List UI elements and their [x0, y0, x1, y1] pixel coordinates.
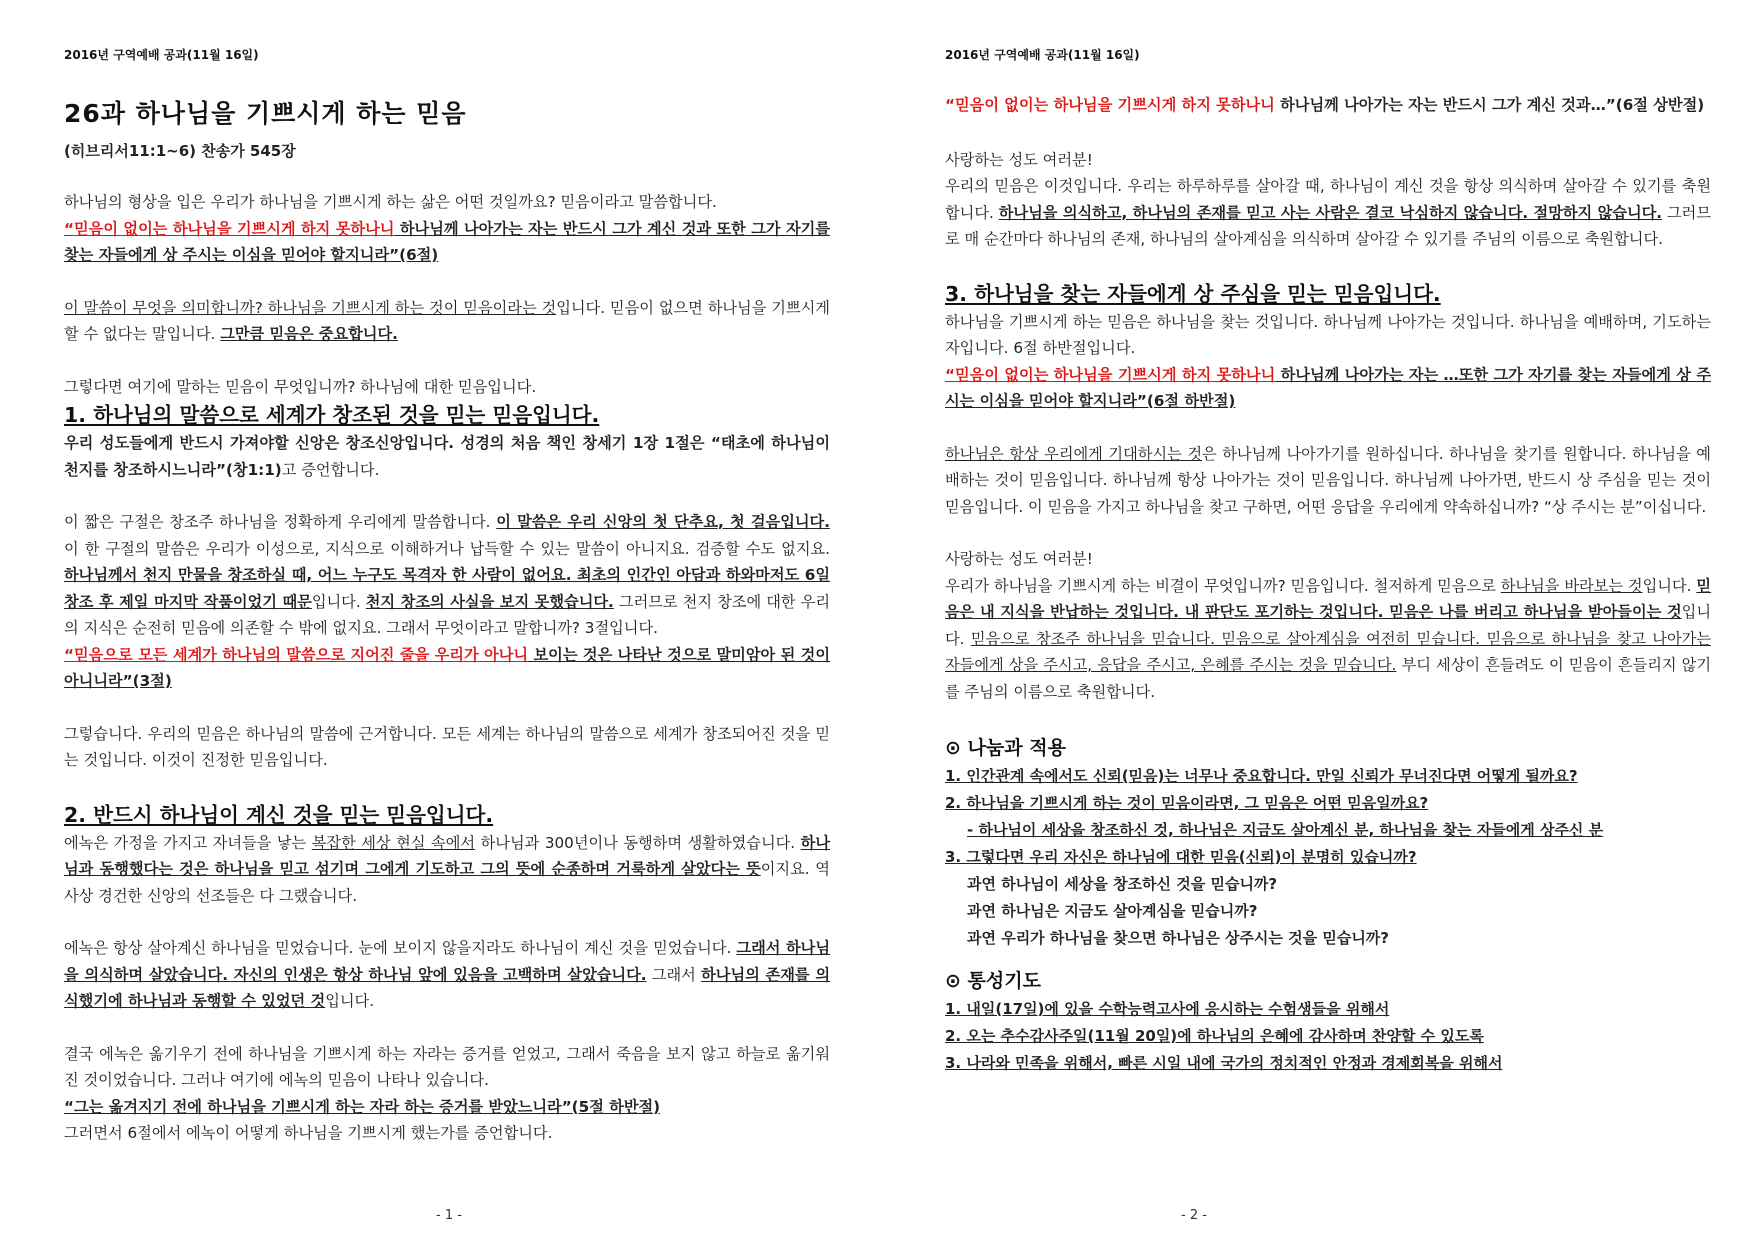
sharing-list [945, 763, 1711, 952]
enoch-paragraph-4: 그러면서 6절에서 에녹이 어떻게 하나님을 기쁘시게 했는가를 증언합니다. [64, 1124, 553, 1142]
verse-6: “믿음이 없이는 하나님을 기쁘시게 하지 못하나니 하나님께 나아가는 자는 반드시 그가 계신 것과 또한 그가 자기를 찾는 자들에게 상 주시는 이심을 믿어야 할지니라”(6절) [64, 219, 830, 264]
prayer-item: 2. 오는 추수감사주일(11월 20일)에 하나님의 은혜에 감사하며 찬양할 수 있도록 [945, 1027, 1484, 1045]
section-3-heading: 3. 하나님을 찾는 자들에게 상 주심을 믿는 믿음입니다. [945, 281, 1441, 306]
question-paragraph: 그렇다면 여기에 말하는 믿음이 무엇입니까? 하나님에 대한 믿음입니다. [64, 377, 537, 396]
prayer-item: 3. 나라와 민족을 위해서, 빠른 시일 내에 국가의 정치적인 안정과 경제회복을 위해서 [945, 1054, 1503, 1072]
scripture-reference: (히브리서11:1~6) 찬송가 545장 [64, 142, 296, 160]
seek-god-paragraph: 하나님을 기쁘시게 하는 믿음은 하나님을 찾는 것입니다. 하나님께 나아가는 것입니다. 하나님을 예배하며, 기도하는 자입니다. 6절 하반절입니다. [945, 312, 1711, 357]
sharing-heading: ⊙ 나눔과 적용 [945, 737, 1066, 759]
page-2-body [945, 92, 1711, 1077]
sharing-subitem: 과연 하나님은 지금도 살아계심을 믿습니까? [967, 902, 1258, 920]
faith-paragraph: 우리의 믿음은 이것입니다. 우리는 하루하루를 살아갈 때, 하나님이 계신 것을 항상 의식하며 살아갈 수 있기를 축원합니다. 하나님을 의식하고, 하나님의 존재를 믿고 사는 사람은 결코 낙심하지 않습니다. 절망하지 않습니다. 그러므로 매 순간마다 하나님의 존재, 하나님의 살아계심을 의식하며 살아갈 수 있기를 주님의 이름으로 축원합니다. [945, 177, 1711, 248]
verse-5: “그는 옮겨지기 전에 하나님을 기쁘시게 하는 자라 하는 증거를 받았느니라”(5절 하반절) [64, 1097, 661, 1116]
lesson-title: 26과 하나님을 기쁘시게 하는 믿음 [64, 99, 467, 128]
verse-6-first-half: “믿음이 없이는 하나님을 기쁘시게 하지 못하나니 하나님께 나아가는 자는 반드시 그가 계신 것과…”(6절 상반절) [945, 96, 1705, 114]
secret-paragraph: 우리가 하나님을 기쁘시게 하는 비결이 무엇입니까? 믿음입니다. 철저하게 믿음으로 하나님을 바라보는 것입니다. 믿음은 내 지식을 반납하는 것입니다. 내 판단도 포기하는 것입니다. 믿음은 나를 버리고 하나님을 받아들이는 것입니다. 믿음으로 창조주 하나님을 믿습니다. 믿음으로 살아계심을 여전히 믿습니다. 믿음으로 하나님을 찾고 나아가는 자들에게 상을 주시고, 응답을 주시고, 은혜를 주시는 것을 믿습니다. 부디 세상이 흔들려도 이 믿음이 흔들리지 않기를 주님의 이름으로 축원합니다. [945, 576, 1712, 701]
sharing-item: - 하나님이 세상을 창조하신 것, 하나님은 지금도 살아계신 분, 하나님을 찾는 자들에게 상주신 분 [967, 821, 1604, 839]
greeting-2: 사랑하는 성도 여러분! [945, 550, 1093, 568]
page-1-body [64, 94, 830, 1147]
page-number: - 1 - [436, 1208, 462, 1223]
meaning-paragraph: 이 말씀이 무엇을 의미합니까? 하나님을 기쁘시게 하는 것이 믿음이라는 것입니다. 믿음이 없으면 하나님을 기쁘시게 할 수 없다는 말입니다. 그만큼 믿음은 중요합니다. [64, 298, 830, 343]
verse-3: “믿음으로 모든 세계가 하나님의 말씀으로 지어진 줄을 우리가 아나니 보이는 것은 나타난 것으로 말미암아 된 것이 아니니라”(3절) [64, 645, 831, 690]
page-header: 2016년 구역예배 공과(11월 16일) [64, 48, 259, 62]
sharing-item: 1. 인간관계 속에서도 신뢰(믿음)는 너무나 중요합니다. 만일 신뢰가 무너진다면 어떻게 될까요? [945, 767, 1578, 785]
enoch-paragraph-1: 에녹은 가정을 가지고 자녀들을 낳는 복잡한 세상 현실 속에서 하나님과 300년이나 동행하며 생활하였습니다. 하나님과 동행했다는 것은 하나님을 믿고 섬기며 그에게 기도하고 그의 뜻에 순종하며 거룩하게 살았다는 뜻이지요. 역사상 경건한 신앙의 선조들은 다 그랬습니다. [64, 833, 830, 905]
true-faith-paragraph: 그렇습니다. 우리의 믿음은 하나님의 말씀에 근거합니다. 모든 세계는 하나님의 말씀으로 세계가 창조되어진 것을 믿는 것입니다. 이것이 진정한 믿음입니다. [64, 724, 830, 769]
verse-6-second-half: “믿음이 없이는 하나님을 기쁘시게 하지 못하나니 하나님께 나아가는 자는 …또한 그가 자기를 찾는 자들에게 상 주시는 이심을 믿어야 할지니라”(6절 하반절) [945, 365, 1711, 410]
reward-paragraph: 하나님은 항상 우리에게 기대하시는 것은 하나님께 나아가기를 원하십니다. 하나님을 찾기를 원합니다. 하나님을 예배하는 것이 믿음입니다. 하나님께 항상 나아가는 것이 믿음입니다. 하나님께 나아가면, 반드시 상 주심을 믿는 것이 믿음입니다. 이 믿음을 가지고 하나님을 찾고 구하면, 어떤 응답을 우리에게 약속하십니까? “상 주시는 분”이십니다. [945, 444, 1711, 516]
section-2-heading: 2. 반드시 하나님이 계신 것을 믿는 믿음입니다. [64, 802, 494, 827]
prayer-heading: ⊙ 통성기도 [945, 970, 1041, 992]
sharing-subitem: 과연 우리가 하나님을 찾으면 하나님은 상주시는 것을 믿습니까? [967, 929, 1389, 947]
sharing-item: 3. 그렇다면 우리 자신은 하나님에 대한 믿음(신뢰)이 분명히 있습니까? [945, 848, 1417, 866]
page-1 [64, 0, 830, 1240]
creation-paragraph: 우리 성도들에게 반드시 가져야할 신앙은 창조신앙입니다. 성경의 처음 책인 창세기 1장 1절은 “태초에 하나님이 천지를 창조하시느니라”(창1:1)고 증언합니다. [64, 434, 830, 479]
prayer-list [945, 996, 1711, 1077]
greeting-1: 사랑하는 성도 여러분! [945, 150, 1093, 169]
enoch-paragraph-3: 결국 에녹은 옮기우기 전에 하나님을 기쁘시게 하는 자라는 증거를 얻었고, 그래서 죽음을 보지 않고 하늘로 옮기워진 것이었습니다. 그러나 여기에 에녹의 믿음이 나타나 있습니다. [64, 1044, 830, 1089]
page-number: - 2 - [1181, 1208, 1207, 1223]
prayer-item: 1. 내일(17일)에 있을 수학능력고사에 응시하는 수험생들을 위해서 [945, 1000, 1390, 1018]
enoch-paragraph-2: 에녹은 항상 살아계신 하나님을 믿었습니다. 눈에 보이지 않을지라도 하나님이 계신 것을 믿었습니다. 그래서 하나님을 의식하며 살았습니다. 자신의 인생은 항상 하나님 앞에 있음을 고백하며 살았습니다. 그래서 하나님의 존재를 의식했기에 하나님과 동행할 수 있었던 것입니다. [64, 939, 830, 1010]
sharing-item: 2. 하나님을 기쁘시게 하는 것이 믿음이라면, 그 믿음은 어떤 믿음일까요? [945, 794, 1429, 812]
section-1-heading: 1. 하나님의 말씀으로 세계가 창조된 것을 믿는 믿음입니다. [64, 403, 600, 427]
verse-explanation-paragraph: 이 짧은 구절은 창조주 하나님을 정확하게 우리에게 말씀합니다. 이 말씀은 우리 신앙의 첫 단추요, 첫 걸음입니다. 이 한 구절의 말씀은 우리가 이성으로, 지식으로 이해하거나 납득할 수 있는 말씀이 아니지요. 검증할 수도 없지요. 하나님께서 천지 만물을 창조하실 때, 어느 누구도 목격자 한 사람이 없어요. 최초의 인간인 아담과 하와마저도 6일 창조 후 제일 마지막 작품이었기 때문입니다. 천지 창조의 사실을 보지 못했습니다. 그러므로 천지 창조에 대한 우리의 지식은 순전히 믿음에 의존할 수 밖에 없지요. 그래서 무엇이라고 말합니까? 3절입니다. [64, 513, 830, 637]
page-header: 2016년 구역예배 공과(11월 16일) [945, 48, 1140, 62]
page-2 [945, 0, 1711, 1240]
intro-paragraph: 하나님의 형상을 입은 우리가 하나님을 기쁘시게 하는 삶은 어떤 것일까요? 믿음이라고 말씀합니다. [64, 193, 717, 211]
sharing-subitem: 과연 하나님이 세상을 창조하신 것을 믿습니까? [967, 875, 1278, 893]
